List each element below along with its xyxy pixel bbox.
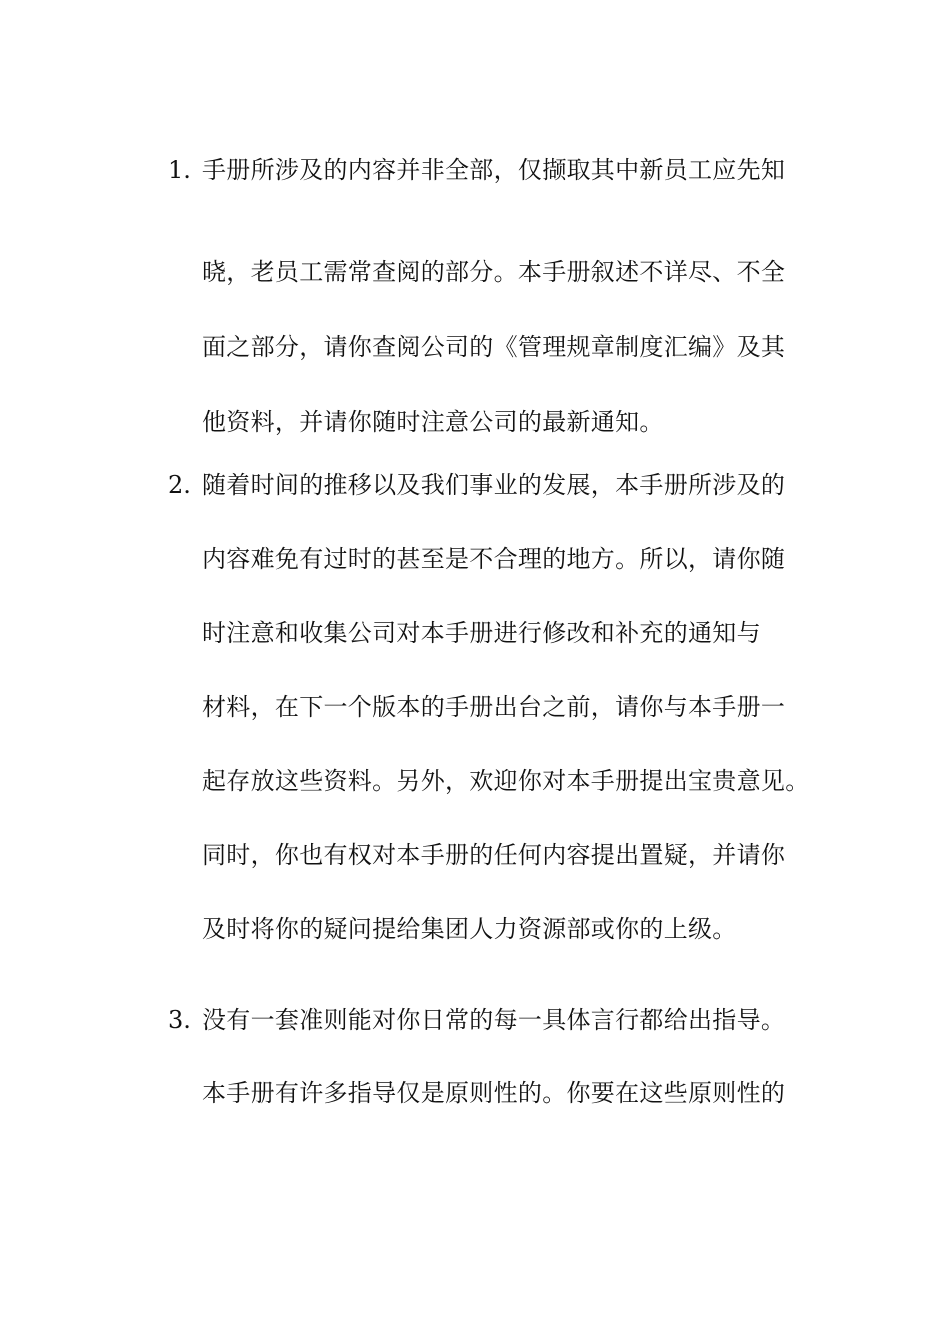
list-item-text-line: 面之部分，请你查阅公司的《管理规章制度汇编》及其: [202, 333, 786, 361]
list-item-text-line: 时注意和收集公司对本手册进行修改和补充的通知与: [202, 619, 761, 647]
list-item-text-line: 材料，在下一个版本的手册出台之前，请你与本手册一: [202, 693, 786, 721]
list-item-text-line: 没有一套准则能对你日常的每一具体言行都给出指导。: [202, 1006, 786, 1034]
list-item-text-line: 手册所涉及的内容并非全部，仅撷取其中新员工应先知: [202, 156, 786, 184]
list-item-text-line: 随着时间的推移以及我们事业的发展，本手册所涉及的: [202, 471, 786, 499]
list-item-number: 2.: [168, 471, 191, 499]
list-item-text-line: 他资料，并请你随时注意公司的最新通知。: [202, 408, 664, 436]
list-item-text-line: 同时，你也有权对本手册的任何内容提出置疑，并请你: [202, 841, 786, 869]
list-item-text-line: 晓，老员工需常查阅的部分。本手册叙述不详尽、不全: [202, 258, 786, 286]
list-item-text-line: 及时将你的疑问提给集团人力资源部或你的上级。: [202, 915, 737, 943]
list-item-number: 1.: [168, 156, 191, 184]
list-item-text-line: 本手册有许多指导仅是原则性的。你要在这些原则性的: [202, 1079, 786, 1107]
list-item-text-line: 起存放这些资料。另外，欢迎你对本手册提出宝贵意见。: [202, 767, 810, 795]
list-item-text-line: 内容难免有过时的甚至是不合理的地方。所以，请你随: [202, 545, 786, 573]
list-item-number: 3.: [168, 1006, 191, 1034]
